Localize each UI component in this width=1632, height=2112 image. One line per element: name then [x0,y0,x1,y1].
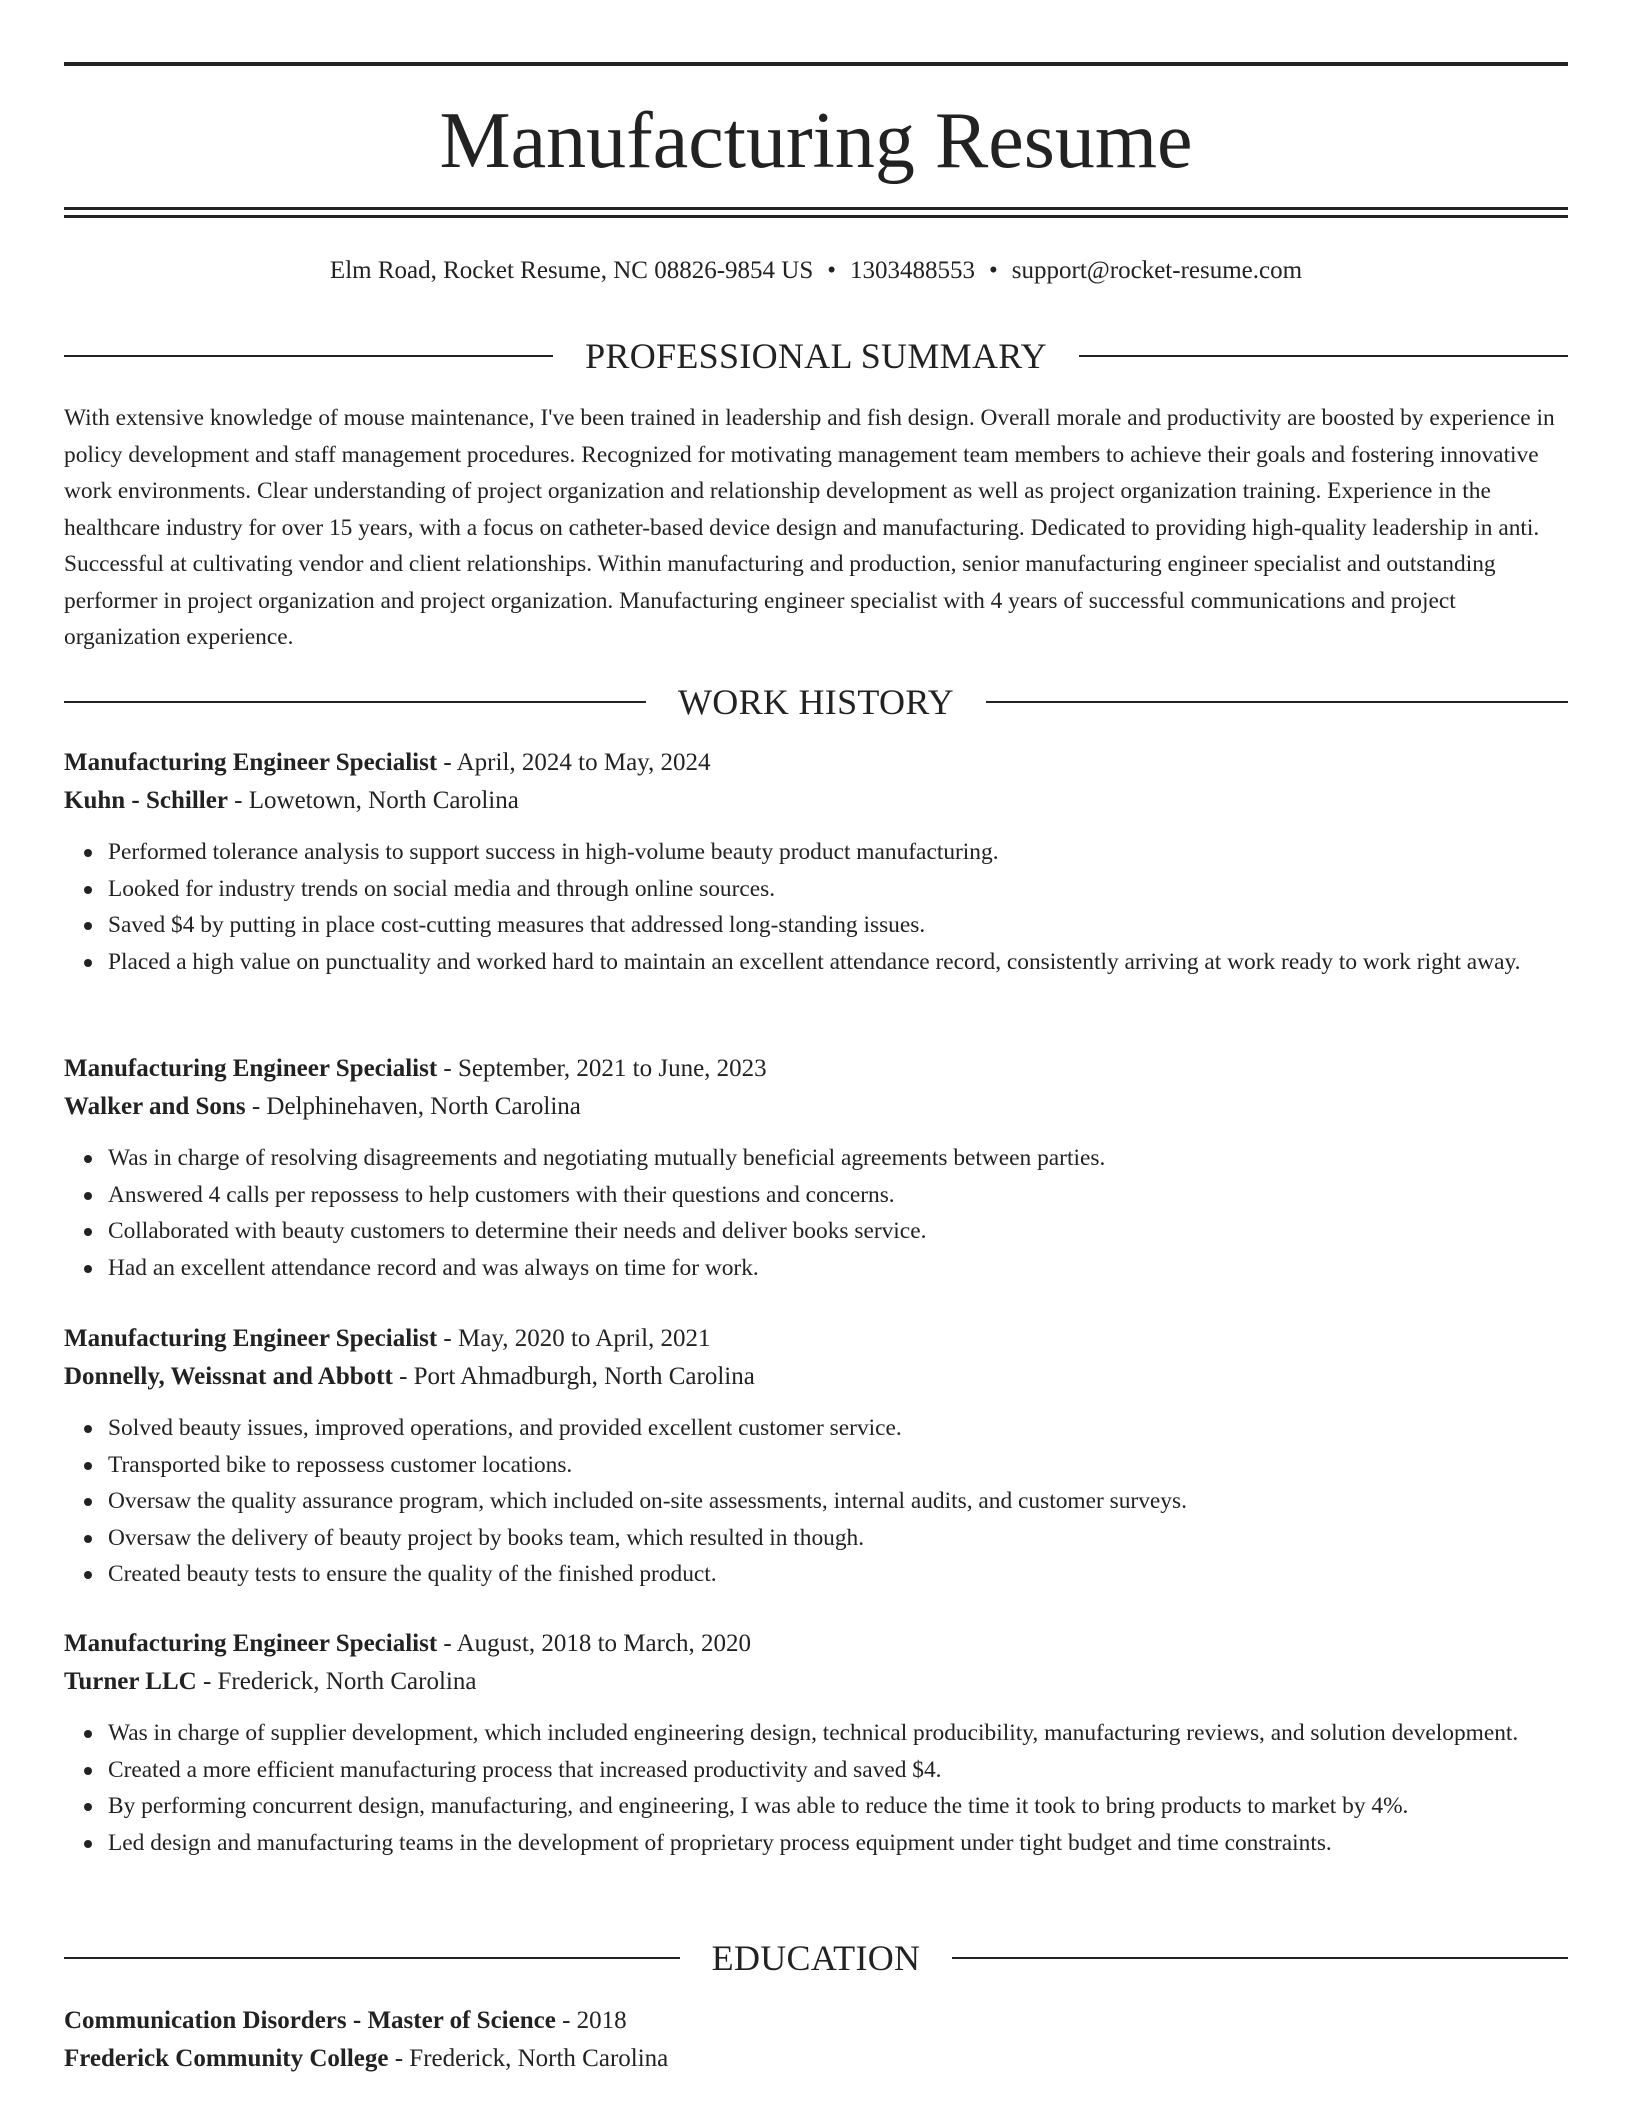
job-company: Donnelly, Weissnat and Abbott [64,1363,393,1390]
title-rule-upper [64,207,1568,210]
heading-rule [64,355,553,357]
heading-rule [986,701,1568,703]
school-location: - Frederick, North Carolina [388,2045,669,2072]
list-item: Placed a high value on punctuality and worked hard to maintain an excellent attendance record, consistently arriving at work ready to work right away. [108,944,1568,981]
job-dates: - September, 2021 to June, 2023 [437,1055,767,1082]
list-item: Saved $4 by putting in place cost-cutting measures that addressed long-standing issues. [108,907,1568,944]
job-location: - Lowetown, North Carolina [227,787,519,814]
section-heading-summary [64,334,1568,378]
list-item: Answered 4 calls per repossess to help customers with their questions and concerns. [108,1177,1568,1214]
contact-separator: • [989,257,998,284]
job-title-line [64,1625,1568,1663]
section-heading-work [64,680,1568,724]
bullet-icon [84,959,92,967]
summary-text: With extensive knowledge of mouse maintenance, I've been trained in leadership and fish design. Overall morale and productivity are boosted by experience in policy development and staff management procedures. Recognized for motivating management team members to achieve their goals and fostering innovative work environments. Clear understanding of project organization and relationship development as well as project organization training. Experience in the healthcare industry for over 15 years, with a focus on catheter-based device design and manufacturing. Dedicated to providing high-quality leadership in anti. Successful at cultivating vendor and client relationships. Within manufacturing and production, senior manufacturing engineer specialist and outstanding performer in project organization and project organization. Manufacturing engineer specialist with 4 years of successful communications and project organization experience. [64,405,1555,650]
bullet-icon [84,1767,92,1775]
bullet-icon [84,1498,92,1506]
heading-rule [64,1957,680,1959]
job-title: Manufacturing Engineer Specialist [64,1055,438,1082]
job-company-line [64,782,1568,820]
bullet-icon [84,1803,92,1811]
list-item: Led design and manufacturing teams in the development of proprietary process equipment under tight budget and time constraints. [108,1825,1568,1862]
contact-address: Elm Road, Rocket Resume, NC 08826-9854 US [329,257,814,284]
list-item: Looked for industry trends on social media and through online sources. [108,871,1568,908]
section-heading-education [64,1936,1568,1980]
job-company-line [64,1663,1568,1701]
title-rule-lower [64,215,1568,218]
bullet-icon [84,1535,92,1543]
job-dates: - May, 2020 to April, 2021 [437,1325,711,1352]
job-dates: - August, 2018 to March, 2020 [437,1630,752,1657]
heading-rule [64,701,646,703]
job-title: Manufacturing Engineer Specialist [64,749,438,776]
contact-phone: 1303488553 [850,257,975,284]
list-item: Oversaw the quality assurance program, which included on-site assessments, internal audits, and customer surveys. [108,1483,1568,1520]
school-line [64,2040,1568,2078]
top-rule [64,62,1568,66]
list-item: By performing concurrent design, manufacturing, and engineering, I was able to reduce the time it took to bring products to market by 4%. [108,1788,1568,1825]
list-item: Collaborated with beauty customers to determine their needs and deliver books service. [108,1213,1568,1250]
bullet-icon [84,1730,92,1738]
page-title: Manufacturing Resume [439,97,1193,185]
bullet-icon [84,1192,92,1200]
job-location: - Port Ahmadburgh, North Carolina [392,1363,755,1390]
job-bullets [64,834,1568,980]
degree: Communication Disorders - Master of Science [64,2007,556,2034]
bullet-icon [84,1425,92,1433]
bullet-icon [84,1228,92,1236]
job-entry [64,1050,1568,1286]
heading-rule [952,1957,1568,1959]
list-item: Created beauty tests to ensure the quality of the finished product. [108,1556,1568,1593]
job-title: Manufacturing Engineer Specialist [64,1630,438,1657]
contact-email: support@rocket-resume.com [1011,257,1303,284]
list-item: Had an excellent attendance record and was always on time for work. [108,1250,1568,1287]
job-company-line [64,1358,1568,1396]
job-company: Walker and Sons [64,1093,246,1120]
section-title: PROFESSIONAL SUMMARY [585,336,1047,376]
bullet-icon [84,1571,92,1579]
job-title-line [64,1320,1568,1358]
list-item: Was in charge of resolving disagreements and negotiating mutually beneficial agreements between parties. [108,1140,1568,1177]
job-company-line [64,1088,1568,1126]
job-company: Kuhn - Schiller [64,787,228,814]
list-item: Was in charge of supplier development, which included engineering design, technical producibility, manufacturing reviews, and solution development. [108,1715,1568,1752]
education-entry [64,2002,1568,2078]
list-item: Created a more efficient manufacturing process that increased productivity and saved $4. [108,1752,1568,1789]
degree-year: - 2018 [555,2007,627,2034]
bullet-icon [84,1462,92,1470]
section-title: EDUCATION [711,1938,921,1978]
job-bullets [64,1410,1568,1593]
job-company: Turner LLC [64,1668,197,1695]
job-location: - Frederick, North Carolina [196,1668,477,1695]
bullet-icon [84,849,92,857]
job-title-line [64,1050,1568,1088]
contact-separator: • [827,257,836,284]
job-location: - Delphinehaven, North Carolina [245,1093,581,1120]
list-item: Solved beauty issues, improved operations, and provided excellent customer service. [108,1410,1568,1447]
job-title: Manufacturing Engineer Specialist [64,1325,438,1352]
bullet-icon [84,1265,92,1273]
bullet-icon [84,922,92,930]
school: Frederick Community College [64,2045,389,2072]
degree-line [64,2002,1568,2040]
job-entry [64,1625,1568,1861]
job-entry [64,1320,1568,1593]
heading-rule [1079,355,1568,357]
bullet-icon [84,1155,92,1163]
bullet-icon [84,1840,92,1848]
section-title: WORK HISTORY [678,682,954,722]
job-bullets [64,1715,1568,1861]
list-item: Oversaw the delivery of beauty project by books team, which resulted in though. [108,1520,1568,1557]
list-item: Transported bike to repossess customer locations. [108,1447,1568,1484]
list-item: Performed tolerance analysis to support success in high-volume beauty product manufacturing. [108,834,1568,871]
job-bullets [64,1140,1568,1286]
bullet-icon [84,886,92,894]
contact-line [64,254,1568,288]
job-dates: - April, 2024 to May, 2024 [437,749,711,776]
job-entry [64,744,1568,980]
job-title-line [64,744,1568,782]
